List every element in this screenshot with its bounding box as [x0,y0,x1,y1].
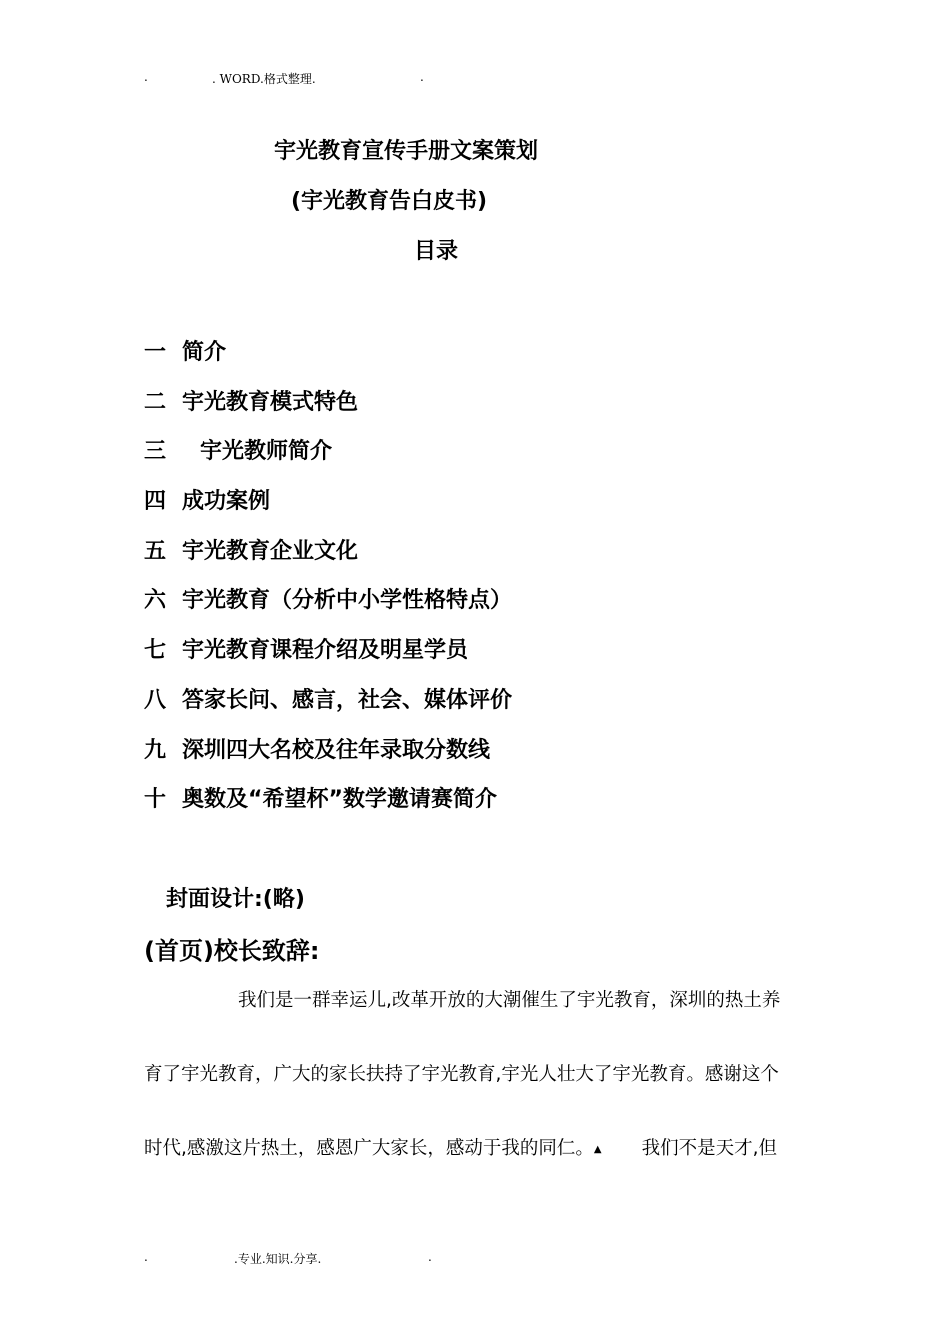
toc-number: 七 [144,638,167,664]
footer-dot-right: . [428,1250,432,1264]
document-title: 宇光教育宣传手册文案策划 [274,139,539,164]
page-footer [0,1250,950,1270]
toc-number: 八 [144,687,167,713]
toc-number: 十 [144,787,167,813]
cover-design-heading: 封面设计:(略) [166,887,305,912]
toc-label: 深圳四大名校及往年录取分数线 [182,737,491,763]
toc-item-9 [144,733,844,783]
header-dot-right: . [420,70,424,84]
body-paragraph-line-2: 育了宇光教育，广大的家长扶持了宇光教育,宇光人壮大了宇光教育。感谢这个 [144,1064,779,1085]
toc-label: 简介 [182,340,227,365]
toc-label: 宇光教育课程介绍及明星学员 [182,638,469,664]
header-dot-left: . [144,70,148,84]
toc-item-2 [144,385,844,435]
toc-number: 四 [144,489,167,515]
body-text: 时代,感激这片热土，感恩广大家长，感动于我的同仁。 [144,1138,594,1159]
toc-label: 宇光教师简介 [200,439,333,465]
toc-number: 一 [144,340,167,365]
paragraph-mark-icon: ▲ [593,1144,602,1155]
toc-number: 二 [144,389,167,415]
body-paragraph-line-1: 我们是一群幸运儿,改革开放的大潮催生了宇光教育，深圳的热土养 [238,990,781,1011]
toc-item-3 [144,434,844,484]
toc-number: 三 [144,439,167,465]
toc-item-6 [144,583,844,633]
footer-text: .专业.知识.分享. [234,1252,322,1266]
toc-label: 宇光教育模式特色 [182,389,359,415]
toc-item-8 [144,683,844,733]
toc-item-4 [144,484,844,534]
body-paragraph-line-3 [144,1134,777,1160]
toc-item-5 [144,534,844,584]
toc-label: 宇光教育企业文化 [182,538,359,564]
toc-item-7 [144,633,844,683]
principal-message-heading: (首页)校长致辞: [144,937,320,965]
page-header [0,70,950,90]
toc-number: 九 [144,737,167,763]
footer-dot-left: . [144,1250,148,1264]
toc-label: 宇光教育（分析中小学性格特点） [182,588,513,614]
toc-number: 六 [144,588,167,614]
toc-item-1 [144,335,844,385]
header-text: . WORD.格式整理. [212,72,316,86]
toc-label: 答家长问、感言，社会、媒体评价 [182,687,513,713]
toc-number: 五 [144,538,167,564]
document-subtitle: (宇光教育告白皮书) [291,189,488,214]
table-of-contents [144,335,844,832]
toc-label: 奥数及“希望杯”数学邀请赛简介 [182,787,497,813]
toc-label: 成功案例 [182,489,271,515]
toc-item-10 [144,782,844,832]
toc-heading: 目录 [414,239,459,264]
body-text: 我们不是天才,但 [641,1138,777,1159]
